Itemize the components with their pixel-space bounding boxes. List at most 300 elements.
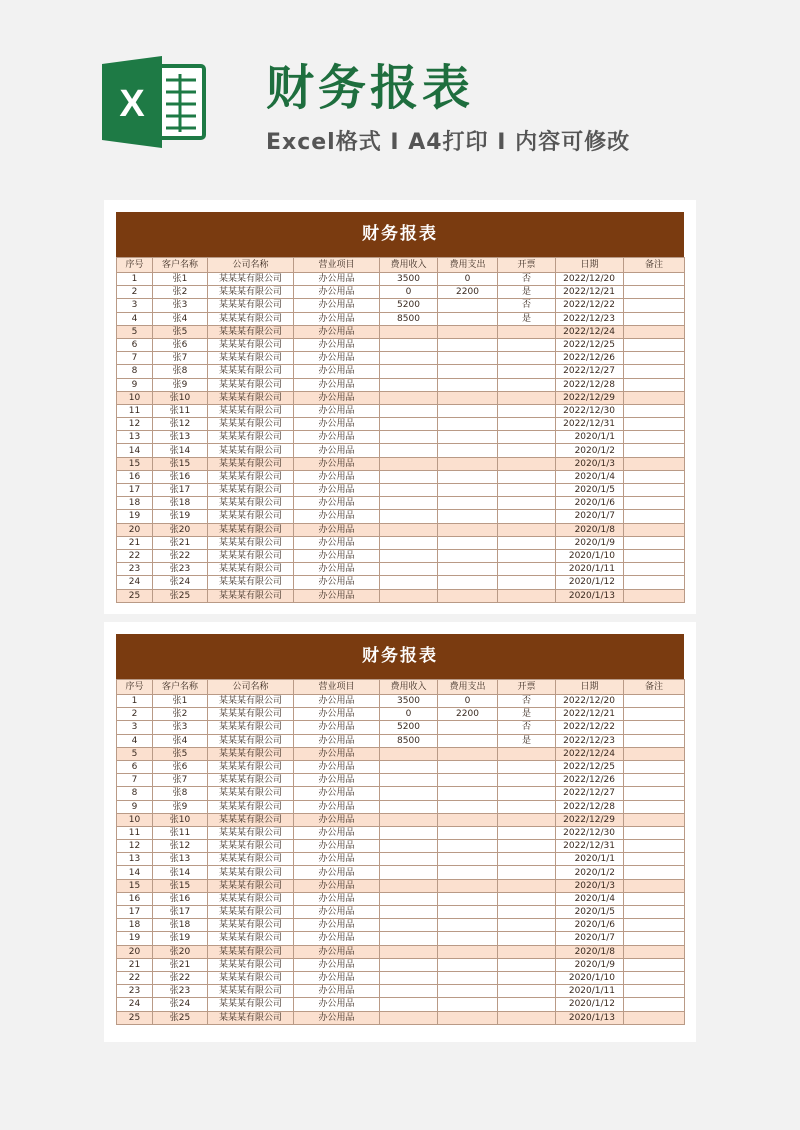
remark-cell[interactable] [624, 365, 685, 378]
company-cell[interactable]: 某某某有限公司 [208, 404, 294, 417]
customer-cell[interactable]: 张16 [153, 470, 208, 483]
customer-cell[interactable]: 张13 [153, 853, 208, 866]
customer-cell[interactable]: 张20 [153, 945, 208, 958]
income-cell[interactable] [380, 747, 438, 760]
seq-cell[interactable]: 14 [117, 866, 153, 879]
customer-cell[interactable]: 张11 [153, 826, 208, 839]
date-cell[interactable]: 2020/1/8 [556, 523, 624, 536]
business-cell[interactable]: 办公用品 [294, 1011, 380, 1024]
income-cell[interactable] [380, 470, 438, 483]
company-cell[interactable]: 某某某有限公司 [208, 418, 294, 431]
seq-cell[interactable]: 3 [117, 721, 153, 734]
invoice-cell[interactable] [498, 418, 556, 431]
expense-cell[interactable] [438, 721, 498, 734]
date-cell[interactable]: 2022/12/24 [556, 325, 624, 338]
income-cell[interactable] [380, 813, 438, 826]
remark-cell[interactable] [624, 747, 685, 760]
expense-cell[interactable] [438, 879, 498, 892]
seq-cell[interactable]: 22 [117, 549, 153, 562]
customer-cell[interactable]: 张15 [153, 879, 208, 892]
business-cell[interactable]: 办公用品 [294, 734, 380, 747]
company-cell[interactable]: 某某某有限公司 [208, 998, 294, 1011]
expense-cell[interactable] [438, 840, 498, 853]
expense-cell[interactable] [438, 563, 498, 576]
customer-cell[interactable]: 张23 [153, 985, 208, 998]
invoice-cell[interactable] [498, 365, 556, 378]
company-cell[interactable]: 某某某有限公司 [208, 826, 294, 839]
customer-cell[interactable]: 张16 [153, 892, 208, 905]
invoice-cell[interactable]: 是 [498, 286, 556, 299]
remark-cell[interactable] [624, 971, 685, 984]
customer-cell[interactable]: 张3 [153, 721, 208, 734]
customer-cell[interactable]: 张20 [153, 523, 208, 536]
invoice-cell[interactable] [498, 826, 556, 839]
date-cell[interactable]: 2020/1/5 [556, 484, 624, 497]
business-cell[interactable]: 办公用品 [294, 853, 380, 866]
income-cell[interactable] [380, 971, 438, 984]
date-cell[interactable]: 2022/12/20 [556, 273, 624, 286]
seq-cell[interactable]: 7 [117, 352, 153, 365]
date-cell[interactable]: 2022/12/21 [556, 708, 624, 721]
remark-cell[interactable] [624, 853, 685, 866]
business-cell[interactable]: 办公用品 [294, 695, 380, 708]
customer-cell[interactable]: 张25 [153, 1011, 208, 1024]
invoice-cell[interactable] [498, 800, 556, 813]
invoice-cell[interactable]: 是 [498, 312, 556, 325]
date-cell[interactable]: 2020/1/2 [556, 866, 624, 879]
remark-cell[interactable] [624, 774, 685, 787]
business-cell[interactable]: 办公用品 [294, 338, 380, 351]
remark-cell[interactable] [624, 457, 685, 470]
invoice-cell[interactable] [498, 998, 556, 1011]
business-cell[interactable]: 办公用品 [294, 418, 380, 431]
date-cell[interactable]: 2022/12/30 [556, 404, 624, 417]
customer-cell[interactable]: 张9 [153, 378, 208, 391]
expense-cell[interactable] [438, 325, 498, 338]
expense-cell[interactable] [438, 418, 498, 431]
company-cell[interactable]: 某某某有限公司 [208, 589, 294, 602]
income-cell[interactable] [380, 985, 438, 998]
invoice-cell[interactable] [498, 325, 556, 338]
remark-cell[interactable] [624, 760, 685, 773]
seq-cell[interactable]: 1 [117, 273, 153, 286]
company-cell[interactable]: 某某某有限公司 [208, 774, 294, 787]
company-cell[interactable]: 某某某有限公司 [208, 892, 294, 905]
date-cell[interactable]: 2022/12/25 [556, 760, 624, 773]
company-cell[interactable]: 某某某有限公司 [208, 549, 294, 562]
company-cell[interactable]: 某某某有限公司 [208, 576, 294, 589]
customer-cell[interactable]: 张9 [153, 800, 208, 813]
income-cell[interactable] [380, 457, 438, 470]
expense-cell[interactable] [438, 932, 498, 945]
remark-cell[interactable] [624, 431, 685, 444]
expense-cell[interactable] [438, 549, 498, 562]
income-cell[interactable]: 3500 [380, 695, 438, 708]
invoice-cell[interactable] [498, 787, 556, 800]
date-cell[interactable]: 2022/12/24 [556, 747, 624, 760]
seq-cell[interactable]: 14 [117, 444, 153, 457]
seq-cell[interactable]: 24 [117, 576, 153, 589]
seq-cell[interactable]: 4 [117, 734, 153, 747]
remark-cell[interactable] [624, 378, 685, 391]
income-cell[interactable] [380, 1011, 438, 1024]
company-cell[interactable]: 某某某有限公司 [208, 523, 294, 536]
company-cell[interactable]: 某某某有限公司 [208, 985, 294, 998]
company-cell[interactable]: 某某某有限公司 [208, 312, 294, 325]
customer-cell[interactable]: 张19 [153, 932, 208, 945]
expense-cell[interactable] [438, 853, 498, 866]
expense-cell[interactable] [438, 576, 498, 589]
income-cell[interactable] [380, 418, 438, 431]
company-cell[interactable]: 某某某有限公司 [208, 906, 294, 919]
expense-cell[interactable] [438, 998, 498, 1011]
remark-cell[interactable] [624, 906, 685, 919]
customer-cell[interactable]: 张8 [153, 365, 208, 378]
company-cell[interactable]: 某某某有限公司 [208, 352, 294, 365]
income-cell[interactable] [380, 932, 438, 945]
company-cell[interactable]: 某某某有限公司 [208, 536, 294, 549]
expense-cell[interactable] [438, 892, 498, 905]
invoice-cell[interactable] [498, 906, 556, 919]
seq-cell[interactable]: 19 [117, 510, 153, 523]
invoice-cell[interactable] [498, 536, 556, 549]
invoice-cell[interactable] [498, 1011, 556, 1024]
business-cell[interactable]: 办公用品 [294, 563, 380, 576]
remark-cell[interactable] [624, 352, 685, 365]
seq-cell[interactable]: 6 [117, 338, 153, 351]
date-cell[interactable]: 2020/1/11 [556, 563, 624, 576]
company-cell[interactable]: 某某某有限公司 [208, 273, 294, 286]
income-cell[interactable] [380, 338, 438, 351]
remark-cell[interactable] [624, 286, 685, 299]
business-cell[interactable]: 办公用品 [294, 760, 380, 773]
customer-cell[interactable]: 张3 [153, 299, 208, 312]
remark-cell[interactable] [624, 945, 685, 958]
business-cell[interactable]: 办公用品 [294, 840, 380, 853]
invoice-cell[interactable]: 否 [498, 299, 556, 312]
customer-cell[interactable]: 张22 [153, 971, 208, 984]
business-cell[interactable]: 办公用品 [294, 391, 380, 404]
date-cell[interactable]: 2022/12/28 [556, 378, 624, 391]
date-cell[interactable]: 2022/12/22 [556, 299, 624, 312]
remark-cell[interactable] [624, 695, 685, 708]
expense-cell[interactable] [438, 365, 498, 378]
customer-cell[interactable]: 张24 [153, 576, 208, 589]
invoice-cell[interactable] [498, 971, 556, 984]
income-cell[interactable] [380, 958, 438, 971]
invoice-cell[interactable] [498, 774, 556, 787]
date-cell[interactable]: 2020/1/10 [556, 971, 624, 984]
customer-cell[interactable]: 张5 [153, 747, 208, 760]
remark-cell[interactable] [624, 312, 685, 325]
business-cell[interactable]: 办公用品 [294, 378, 380, 391]
income-cell[interactable] [380, 840, 438, 853]
company-cell[interactable]: 某某某有限公司 [208, 497, 294, 510]
customer-cell[interactable]: 张21 [153, 958, 208, 971]
company-cell[interactable]: 某某某有限公司 [208, 457, 294, 470]
expense-cell[interactable] [438, 734, 498, 747]
remark-cell[interactable] [624, 998, 685, 1011]
income-cell[interactable] [380, 523, 438, 536]
company-cell[interactable]: 某某某有限公司 [208, 760, 294, 773]
expense-cell[interactable] [438, 919, 498, 932]
company-cell[interactable]: 某某某有限公司 [208, 919, 294, 932]
income-cell[interactable] [380, 431, 438, 444]
seq-cell[interactable]: 13 [117, 853, 153, 866]
customer-cell[interactable]: 张18 [153, 919, 208, 932]
seq-cell[interactable]: 5 [117, 325, 153, 338]
remark-cell[interactable] [624, 391, 685, 404]
seq-cell[interactable]: 25 [117, 1011, 153, 1024]
remark-cell[interactable] [624, 721, 685, 734]
seq-cell[interactable]: 21 [117, 958, 153, 971]
remark-cell[interactable] [624, 879, 685, 892]
income-cell[interactable] [380, 774, 438, 787]
customer-cell[interactable]: 张23 [153, 563, 208, 576]
remark-cell[interactable] [624, 523, 685, 536]
remark-cell[interactable] [624, 549, 685, 562]
seq-cell[interactable]: 12 [117, 418, 153, 431]
expense-cell[interactable] [438, 431, 498, 444]
date-cell[interactable]: 2022/12/25 [556, 338, 624, 351]
date-cell[interactable]: 2020/1/5 [556, 906, 624, 919]
remark-cell[interactable] [624, 734, 685, 747]
invoice-cell[interactable] [498, 457, 556, 470]
business-cell[interactable]: 办公用品 [294, 998, 380, 1011]
expense-cell[interactable] [438, 338, 498, 351]
income-cell[interactable] [380, 378, 438, 391]
expense-cell[interactable]: 0 [438, 273, 498, 286]
remark-cell[interactable] [624, 589, 685, 602]
invoice-cell[interactable] [498, 840, 556, 853]
customer-cell[interactable]: 张2 [153, 708, 208, 721]
company-cell[interactable]: 某某某有限公司 [208, 853, 294, 866]
income-cell[interactable] [380, 576, 438, 589]
seq-cell[interactable]: 23 [117, 563, 153, 576]
invoice-cell[interactable]: 否 [498, 273, 556, 286]
business-cell[interactable]: 办公用品 [294, 971, 380, 984]
date-cell[interactable]: 2020/1/9 [556, 536, 624, 549]
customer-cell[interactable]: 张25 [153, 589, 208, 602]
seq-cell[interactable]: 18 [117, 919, 153, 932]
income-cell[interactable] [380, 536, 438, 549]
expense-cell[interactable] [438, 536, 498, 549]
expense-cell[interactable] [438, 958, 498, 971]
customer-cell[interactable]: 张11 [153, 404, 208, 417]
date-cell[interactable]: 2022/12/31 [556, 418, 624, 431]
date-cell[interactable]: 2020/1/6 [556, 497, 624, 510]
seq-cell[interactable]: 7 [117, 774, 153, 787]
company-cell[interactable]: 某某某有限公司 [208, 958, 294, 971]
customer-cell[interactable]: 张4 [153, 312, 208, 325]
expense-cell[interactable] [438, 404, 498, 417]
seq-cell[interactable]: 11 [117, 826, 153, 839]
remark-cell[interactable] [624, 866, 685, 879]
business-cell[interactable]: 办公用品 [294, 536, 380, 549]
income-cell[interactable]: 8500 [380, 734, 438, 747]
date-cell[interactable]: 2022/12/31 [556, 840, 624, 853]
income-cell[interactable] [380, 352, 438, 365]
customer-cell[interactable]: 张6 [153, 760, 208, 773]
expense-cell[interactable] [438, 497, 498, 510]
business-cell[interactable]: 办公用品 [294, 800, 380, 813]
invoice-cell[interactable] [498, 866, 556, 879]
expense-cell[interactable] [438, 391, 498, 404]
remark-cell[interactable] [624, 470, 685, 483]
income-cell[interactable] [380, 404, 438, 417]
remark-cell[interactable] [624, 1011, 685, 1024]
company-cell[interactable]: 某某某有限公司 [208, 879, 294, 892]
invoice-cell[interactable] [498, 919, 556, 932]
remark-cell[interactable] [624, 958, 685, 971]
company-cell[interactable]: 某某某有限公司 [208, 391, 294, 404]
income-cell[interactable] [380, 998, 438, 1011]
invoice-cell[interactable] [498, 549, 556, 562]
invoice-cell[interactable] [498, 576, 556, 589]
business-cell[interactable]: 办公用品 [294, 879, 380, 892]
customer-cell[interactable]: 张7 [153, 774, 208, 787]
company-cell[interactable]: 某某某有限公司 [208, 787, 294, 800]
company-cell[interactable]: 某某某有限公司 [208, 721, 294, 734]
remark-cell[interactable] [624, 800, 685, 813]
invoice-cell[interactable] [498, 747, 556, 760]
company-cell[interactable]: 某某某有限公司 [208, 378, 294, 391]
seq-cell[interactable]: 3 [117, 299, 153, 312]
date-cell[interactable]: 2020/1/2 [556, 444, 624, 457]
company-cell[interactable]: 某某某有限公司 [208, 695, 294, 708]
income-cell[interactable] [380, 945, 438, 958]
income-cell[interactable] [380, 787, 438, 800]
invoice-cell[interactable] [498, 431, 556, 444]
remark-cell[interactable] [624, 404, 685, 417]
expense-cell[interactable] [438, 444, 498, 457]
invoice-cell[interactable]: 是 [498, 708, 556, 721]
date-cell[interactable]: 2020/1/13 [556, 1011, 624, 1024]
seq-cell[interactable]: 11 [117, 404, 153, 417]
expense-cell[interactable] [438, 312, 498, 325]
date-cell[interactable]: 2022/12/26 [556, 774, 624, 787]
income-cell[interactable]: 5200 [380, 299, 438, 312]
company-cell[interactable]: 某某某有限公司 [208, 484, 294, 497]
income-cell[interactable] [380, 563, 438, 576]
company-cell[interactable]: 某某某有限公司 [208, 840, 294, 853]
income-cell[interactable] [380, 826, 438, 839]
business-cell[interactable]: 办公用品 [294, 325, 380, 338]
invoice-cell[interactable]: 否 [498, 721, 556, 734]
expense-cell[interactable] [438, 800, 498, 813]
income-cell[interactable] [380, 760, 438, 773]
remark-cell[interactable] [624, 484, 685, 497]
customer-cell[interactable]: 张21 [153, 536, 208, 549]
business-cell[interactable]: 办公用品 [294, 312, 380, 325]
date-cell[interactable]: 2020/1/8 [556, 945, 624, 958]
remark-cell[interactable] [624, 418, 685, 431]
business-cell[interactable]: 办公用品 [294, 906, 380, 919]
invoice-cell[interactable] [498, 484, 556, 497]
business-cell[interactable]: 办公用品 [294, 721, 380, 734]
expense-cell[interactable] [438, 484, 498, 497]
business-cell[interactable]: 办公用品 [294, 708, 380, 721]
invoice-cell[interactable] [498, 563, 556, 576]
expense-cell[interactable]: 0 [438, 695, 498, 708]
customer-cell[interactable]: 张6 [153, 338, 208, 351]
invoice-cell[interactable] [498, 813, 556, 826]
expense-cell[interactable]: 2200 [438, 708, 498, 721]
company-cell[interactable]: 某某某有限公司 [208, 563, 294, 576]
seq-cell[interactable]: 15 [117, 879, 153, 892]
business-cell[interactable]: 办公用品 [294, 747, 380, 760]
seq-cell[interactable]: 16 [117, 470, 153, 483]
customer-cell[interactable]: 张22 [153, 549, 208, 562]
date-cell[interactable]: 2020/1/1 [556, 853, 624, 866]
date-cell[interactable]: 2022/12/27 [556, 787, 624, 800]
expense-cell[interactable]: 2200 [438, 286, 498, 299]
remark-cell[interactable] [624, 892, 685, 905]
business-cell[interactable]: 办公用品 [294, 457, 380, 470]
remark-cell[interactable] [624, 813, 685, 826]
date-cell[interactable]: 2022/12/26 [556, 352, 624, 365]
business-cell[interactable]: 办公用品 [294, 985, 380, 998]
company-cell[interactable]: 某某某有限公司 [208, 708, 294, 721]
invoice-cell[interactable] [498, 589, 556, 602]
business-cell[interactable]: 办公用品 [294, 273, 380, 286]
expense-cell[interactable] [438, 747, 498, 760]
business-cell[interactable]: 办公用品 [294, 510, 380, 523]
seq-cell[interactable]: 20 [117, 945, 153, 958]
customer-cell[interactable]: 张15 [153, 457, 208, 470]
date-cell[interactable]: 2022/12/20 [556, 695, 624, 708]
invoice-cell[interactable] [498, 497, 556, 510]
company-cell[interactable]: 某某某有限公司 [208, 286, 294, 299]
income-cell[interactable] [380, 853, 438, 866]
customer-cell[interactable]: 张12 [153, 418, 208, 431]
customer-cell[interactable]: 张13 [153, 431, 208, 444]
customer-cell[interactable]: 张24 [153, 998, 208, 1011]
expense-cell[interactable] [438, 971, 498, 984]
customer-cell[interactable]: 张5 [153, 325, 208, 338]
date-cell[interactable]: 2020/1/6 [556, 919, 624, 932]
expense-cell[interactable] [438, 787, 498, 800]
income-cell[interactable] [380, 892, 438, 905]
company-cell[interactable]: 某某某有限公司 [208, 747, 294, 760]
seq-cell[interactable]: 12 [117, 840, 153, 853]
income-cell[interactable]: 0 [380, 286, 438, 299]
invoice-cell[interactable]: 否 [498, 695, 556, 708]
customer-cell[interactable]: 张19 [153, 510, 208, 523]
business-cell[interactable]: 办公用品 [294, 523, 380, 536]
expense-cell[interactable] [438, 826, 498, 839]
invoice-cell[interactable] [498, 404, 556, 417]
date-cell[interactable]: 2020/1/4 [556, 892, 624, 905]
remark-cell[interactable] [624, 985, 685, 998]
customer-cell[interactable]: 张14 [153, 444, 208, 457]
business-cell[interactable]: 办公用品 [294, 589, 380, 602]
invoice-cell[interactable] [498, 510, 556, 523]
company-cell[interactable]: 某某某有限公司 [208, 1011, 294, 1024]
customer-cell[interactable]: 张17 [153, 906, 208, 919]
invoice-cell[interactable] [498, 853, 556, 866]
company-cell[interactable]: 某某某有限公司 [208, 813, 294, 826]
business-cell[interactable]: 办公用品 [294, 470, 380, 483]
company-cell[interactable]: 某某某有限公司 [208, 971, 294, 984]
business-cell[interactable]: 办公用品 [294, 286, 380, 299]
customer-cell[interactable]: 张10 [153, 391, 208, 404]
company-cell[interactable]: 某某某有限公司 [208, 734, 294, 747]
business-cell[interactable]: 办公用品 [294, 484, 380, 497]
expense-cell[interactable] [438, 985, 498, 998]
expense-cell[interactable] [438, 760, 498, 773]
business-cell[interactable]: 办公用品 [294, 919, 380, 932]
